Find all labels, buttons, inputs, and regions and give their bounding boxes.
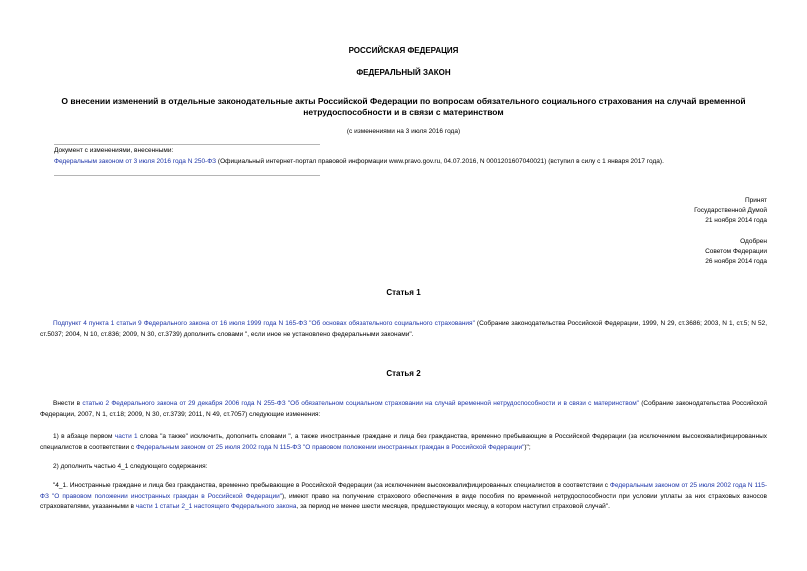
amendment-date-note: (с изменениями на 3 июля 2016 года): [346, 128, 461, 135]
article-1-paragraph: [40, 319, 767, 340]
adopted-line-1: Принят: [744, 197, 767, 204]
approved-block: [705, 237, 767, 267]
foreign-citizens-law-link[interactable]: Федеральным законом от 25 июля 2002 года N 115-ФЗ "О правовом положении иностранных граждан в Российской Федерации": [135, 443, 525, 451]
quote-pre: "4_1. Иностранные граждане и лица без гражданства, временно пребывающие в Российской Федерации (за исключением высококвалифицированных специалистов в соответствии с: [53, 482, 610, 489]
amending-law-link[interactable]: Федеральным законом от 3 июля 2016 года N 250-ФЗ: [54, 158, 217, 165]
quote-mid: ), имеют право на получение страхового обеспечения в виде пособия по временной нетрудоспособности при условии уплаты за них страховых взносов страхователями, указанными в: [40, 492, 767, 510]
part-1-link[interactable]: части 1: [114, 433, 138, 440]
law-title: О внесении изменений в отдельные законодательные акты Российской Федерации по вопросам обязательного социального страхования на случай временной нетрудоспособности и в связи с материнством: [61, 96, 746, 117]
article-1-heading: Статья 1: [386, 288, 421, 297]
amendments-text: (Официальный интернет-портал правовой информации www.pravo.gov.ru, 04.07.2016, N 0001201607040021) (вступил в силу с 1 января 2017 года).: [216, 158, 664, 165]
country-heading: РОССИЙСКАЯ ФЕДЕРАЦИЯ: [348, 46, 459, 55]
adopted-block: [694, 196, 767, 226]
quote-part-1-article-2-1-link[interactable]: части 1 статьи 2_1 настоящего Федерального закона: [135, 503, 297, 510]
article-2-intro-post: (Собрание законодательства Российской Федерации, 2007, N 1, ст.18; 2009, N 30, ст.3739; 2011, N 49, ст.7057) следующие изменения:: [40, 400, 767, 418]
item-2-text: 2) дополнить частью 4_1 следующего содержания:: [53, 463, 208, 470]
approved-line-1: Одобрен: [740, 238, 767, 245]
amendments-line: [54, 157, 794, 167]
article-2-item-1: [40, 432, 767, 453]
quote-foreign-citizens-law-link[interactable]: Федеральным законом от 25 июля 2002 года N 115-ФЗ "О правовом положении иностранных граждан в Российской Федерации": [40, 482, 767, 500]
quote-post: , за период не менее шести месяцев, предшествующих месяцу, в котором наступил страховой случай".: [296, 503, 610, 510]
divider-top: [54, 144, 320, 145]
article-1-text: (Собрание законодательства Российской Федерации, 1999, N 29, ст.3686; 2003, N 1, ст.5; N 52, ст.5037; 2004, N 10, ст.836; 2009, N 30, ст.3739) дополнить словами ", если иное не установлено федеральными законами".: [40, 320, 768, 338]
adopted-line-3: 21 ноября 2014 года: [705, 217, 767, 224]
article-2-heading: Статья 2: [386, 369, 421, 378]
divider-bottom: [54, 175, 320, 176]
adopted-line-2: Государственной Думой: [694, 207, 767, 214]
item-1-mid: слова "а также" исключить, дополнить словами ", а также иностранные граждане и лица без гражданства, временно пребывающие в Российской Федерации (за исключением высококвалифицированных специалистов в соответствии с: [40, 433, 767, 451]
amendments-label: Документ с изменениями, внесенными:: [54, 147, 174, 154]
article-2-intro: [40, 399, 767, 420]
approved-line-2: Советом Федерации: [705, 248, 767, 255]
article-2-item-2: [40, 462, 767, 473]
item-1-post: )";: [524, 443, 531, 451]
article-2-law-link[interactable]: статью 2 Федерального закона от 29 декабря 2006 года N 255-ФЗ "Об обязательном социальном страховании на случай временной нетрудоспособности и в связи с материнством": [82, 400, 639, 407]
article-2-quote: [40, 481, 767, 513]
item-1-pre: 1) в абзаце первом: [53, 433, 115, 440]
approved-line-3: 26 ноября 2014 года: [705, 258, 767, 265]
doc-type-heading: ФЕДЕРАЛЬНЫЙ ЗАКОН: [356, 68, 451, 77]
article-1-law-link[interactable]: Подпункт 4 пункта 1 статьи 9 Федерального закона от 16 июля 1999 года N 165-ФЗ "Об основах обязательного социального страхования": [53, 320, 475, 327]
article-2-intro-pre: Внести в: [53, 400, 83, 407]
